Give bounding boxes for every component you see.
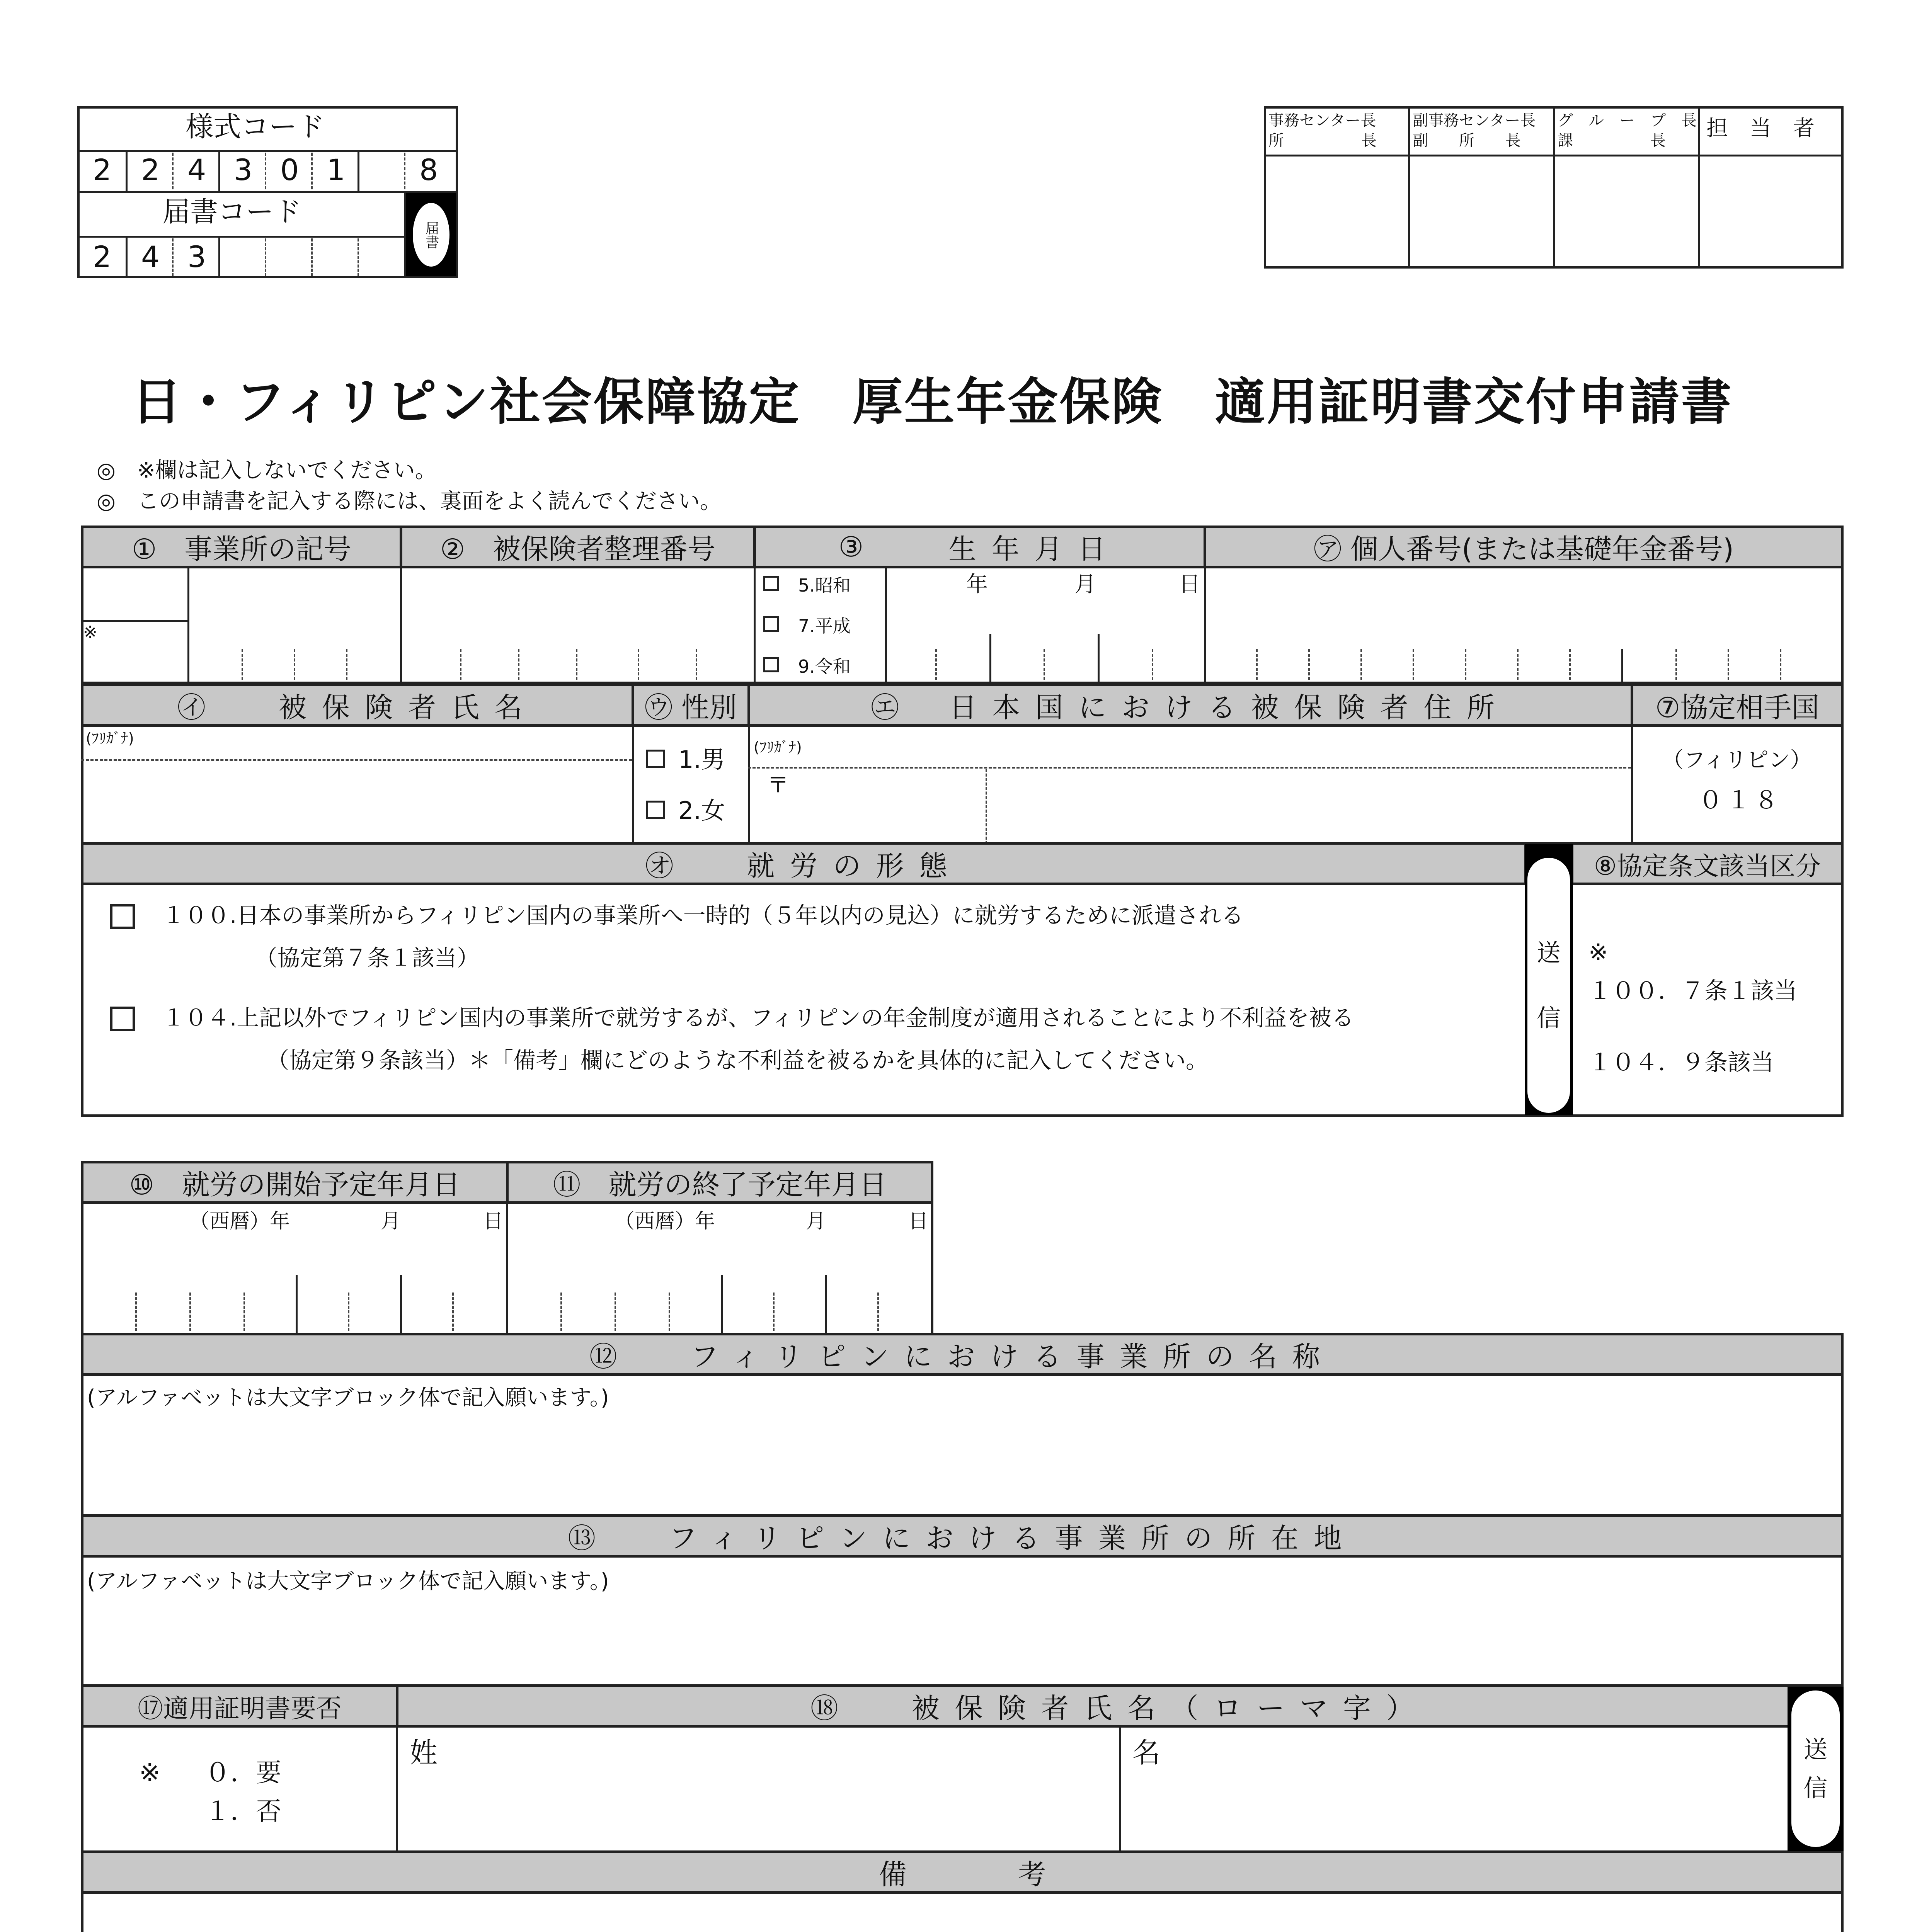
end-month-label: 月 xyxy=(806,1210,826,1233)
approval-col1-top: 事務センター長 xyxy=(1268,112,1376,129)
era-showa-checkbox[interactable] xyxy=(763,576,779,591)
cert-need-option: ０．要 xyxy=(205,1758,281,1787)
header-address: ㋓ 日本国における被保険者住所 xyxy=(748,684,1633,726)
article-100: １００．７条１該当 xyxy=(1588,978,1797,1005)
form-code-digit: 3 xyxy=(234,153,253,187)
birth-year-label: 年 xyxy=(966,572,988,597)
article-104: １０４．９条該当 xyxy=(1588,1049,1774,1076)
sex-male-label: 1.男 xyxy=(678,745,725,774)
name-furigana: (ﾌﾘｶﾞﾅ) xyxy=(86,730,134,747)
form-code-label: 様式コード xyxy=(186,111,325,143)
notify-code-digit: 4 xyxy=(141,240,160,274)
era-showa-label: 5.昭和 xyxy=(798,575,851,596)
approval-col4: 担 当 者 xyxy=(1706,116,1815,141)
work-100-label: １００.日本の事業所からフィリピン国内の事業所へ一時的（５年以内の見込）に就労するために派遣される xyxy=(162,902,1244,929)
header-work-start: ⑩ 就労の開始予定年月日 xyxy=(81,1161,508,1204)
company-name-note: (アルファベットは大文字ブロック体で記入願います。) xyxy=(87,1385,609,1410)
form-code-digit: 0 xyxy=(280,153,299,187)
approval-col2-bottom: 副 所 長 xyxy=(1413,132,1521,150)
work-104-checkbox[interactable] xyxy=(110,1007,135,1031)
start-month-label: 月 xyxy=(381,1210,401,1233)
header-insured-number: ② 被保険者整理番号 xyxy=(400,526,756,568)
page-title: 日・フィリピン社会保障協定 厚生年金保険 適用証明書交付申請書 xyxy=(131,372,1733,431)
header-personal-number: ㋐ 個人番号(または基礎年金番号) xyxy=(1204,526,1844,568)
row1-body xyxy=(81,566,1844,684)
work-100-checkbox[interactable] xyxy=(110,904,135,929)
cert-noneed-option: １．否 xyxy=(205,1796,281,1826)
remarks-body[interactable] xyxy=(81,1891,1844,1932)
company-address-note: (アルファベットは大文字ブロック体で記入願います。) xyxy=(87,1569,609,1594)
birth-month-label: 月 xyxy=(1074,572,1096,597)
sex-male-checkbox[interactable] xyxy=(646,750,665,768)
work-100-sub: （協定第７条１該当） xyxy=(255,945,480,971)
header-remarks: 備 考 xyxy=(81,1851,1844,1893)
form-code-digit: 8 xyxy=(419,153,438,187)
header-insured-name: ㋑ 被保険者氏名 xyxy=(81,684,634,726)
era-reiwa-checkbox[interactable] xyxy=(763,657,779,672)
sex-female-checkbox[interactable] xyxy=(646,801,665,819)
approval-col1-bottom: 所 長 xyxy=(1268,132,1377,150)
notify-code-label: 届書コード xyxy=(162,196,302,228)
notify-badge-label: 届書 xyxy=(413,203,449,267)
address-furigana: (ﾌﾘｶﾞﾅ) xyxy=(754,739,802,756)
header-company-address: ⑬ フィリピンにおける事業所の所在地 xyxy=(81,1515,1844,1557)
row2-body xyxy=(81,724,1844,844)
header-birthdate: ③ 生年月日 xyxy=(754,526,1206,568)
send-marker-2-inner: 送 信 xyxy=(1791,1690,1840,1847)
era-reiwa-label: 9.令和 xyxy=(798,656,851,677)
cert-note-mark: ※ xyxy=(139,1758,161,1787)
sex-female-label: 2.女 xyxy=(678,796,725,825)
era-heisei-label: 7.平成 xyxy=(798,616,851,636)
note-line: ◎ ※欄は記入しないでください。 xyxy=(97,458,437,483)
header-partner-country: ⑦協定相手国 xyxy=(1631,684,1844,726)
work-104-sub: （協定第９条該当）＊「備考」欄にどのような不利益を被るかを具体的に記入してください。 xyxy=(267,1047,1209,1073)
start-day-label: 日 xyxy=(483,1210,504,1233)
start-year-label: （西暦）年 xyxy=(189,1210,290,1233)
header-company-name: ⑫ フィリピンにおける事業所の名称 xyxy=(81,1333,1844,1376)
form-code-digit: 2 xyxy=(93,153,112,187)
header-certificate-need: ⑰適用証明書要否 xyxy=(81,1685,398,1727)
end-day-label: 日 xyxy=(908,1210,929,1233)
header-article: ⑧協定条文該当区分 xyxy=(1571,842,1844,885)
header-office-symbol: ① 事業所の記号 xyxy=(81,526,402,568)
note-line: ◎ この申請書を記入する際には、裏面をよく読んでください。 xyxy=(97,489,722,514)
note-mark: ※ xyxy=(83,622,97,642)
header-sex: ㋒ 性別 xyxy=(632,684,750,726)
country-name: （フィリピン） xyxy=(1662,748,1812,773)
work-104-label: １０４.上記以外でフィリピン国内の事業所で就労するが、フィリピンの年金制度が適用されることにより不利益を被る xyxy=(162,1005,1354,1031)
surname-label: 姓 xyxy=(410,1736,438,1769)
header-work-end: ⑪ 就労の終了予定年月日 xyxy=(506,1161,933,1204)
row6-body xyxy=(81,1725,1844,1853)
article-note-mark: ※ xyxy=(1588,939,1608,966)
notify-code-digit: 3 xyxy=(187,240,206,274)
approval-col3-bottom: 課 長 xyxy=(1558,132,1666,150)
end-year-label: （西暦）年 xyxy=(615,1210,715,1233)
form-code-digit: 1 xyxy=(327,153,346,187)
country-code: ０１８ xyxy=(1699,786,1783,814)
send-marker-inner: 送 信 xyxy=(1527,858,1570,1113)
era-heisei-checkbox[interactable] xyxy=(763,616,779,632)
header-work-form: ㋔ 就労の形態 xyxy=(81,842,1527,885)
approval-col3-top: グ ル ー プ 長 xyxy=(1558,112,1697,129)
birth-day-label: 日 xyxy=(1179,572,1200,597)
postal-mark: 〒 xyxy=(767,773,789,798)
notify-code-digit: 2 xyxy=(93,240,112,274)
form-code-digit: 4 xyxy=(187,153,206,187)
approval-col2-top: 副事務センター長 xyxy=(1413,112,1536,129)
given-name-label: 名 xyxy=(1132,1736,1161,1769)
header-roman-name: ⑱ 被保険者氏名（ローマ字） xyxy=(396,1685,1844,1727)
form-code-digit: 2 xyxy=(141,153,160,187)
